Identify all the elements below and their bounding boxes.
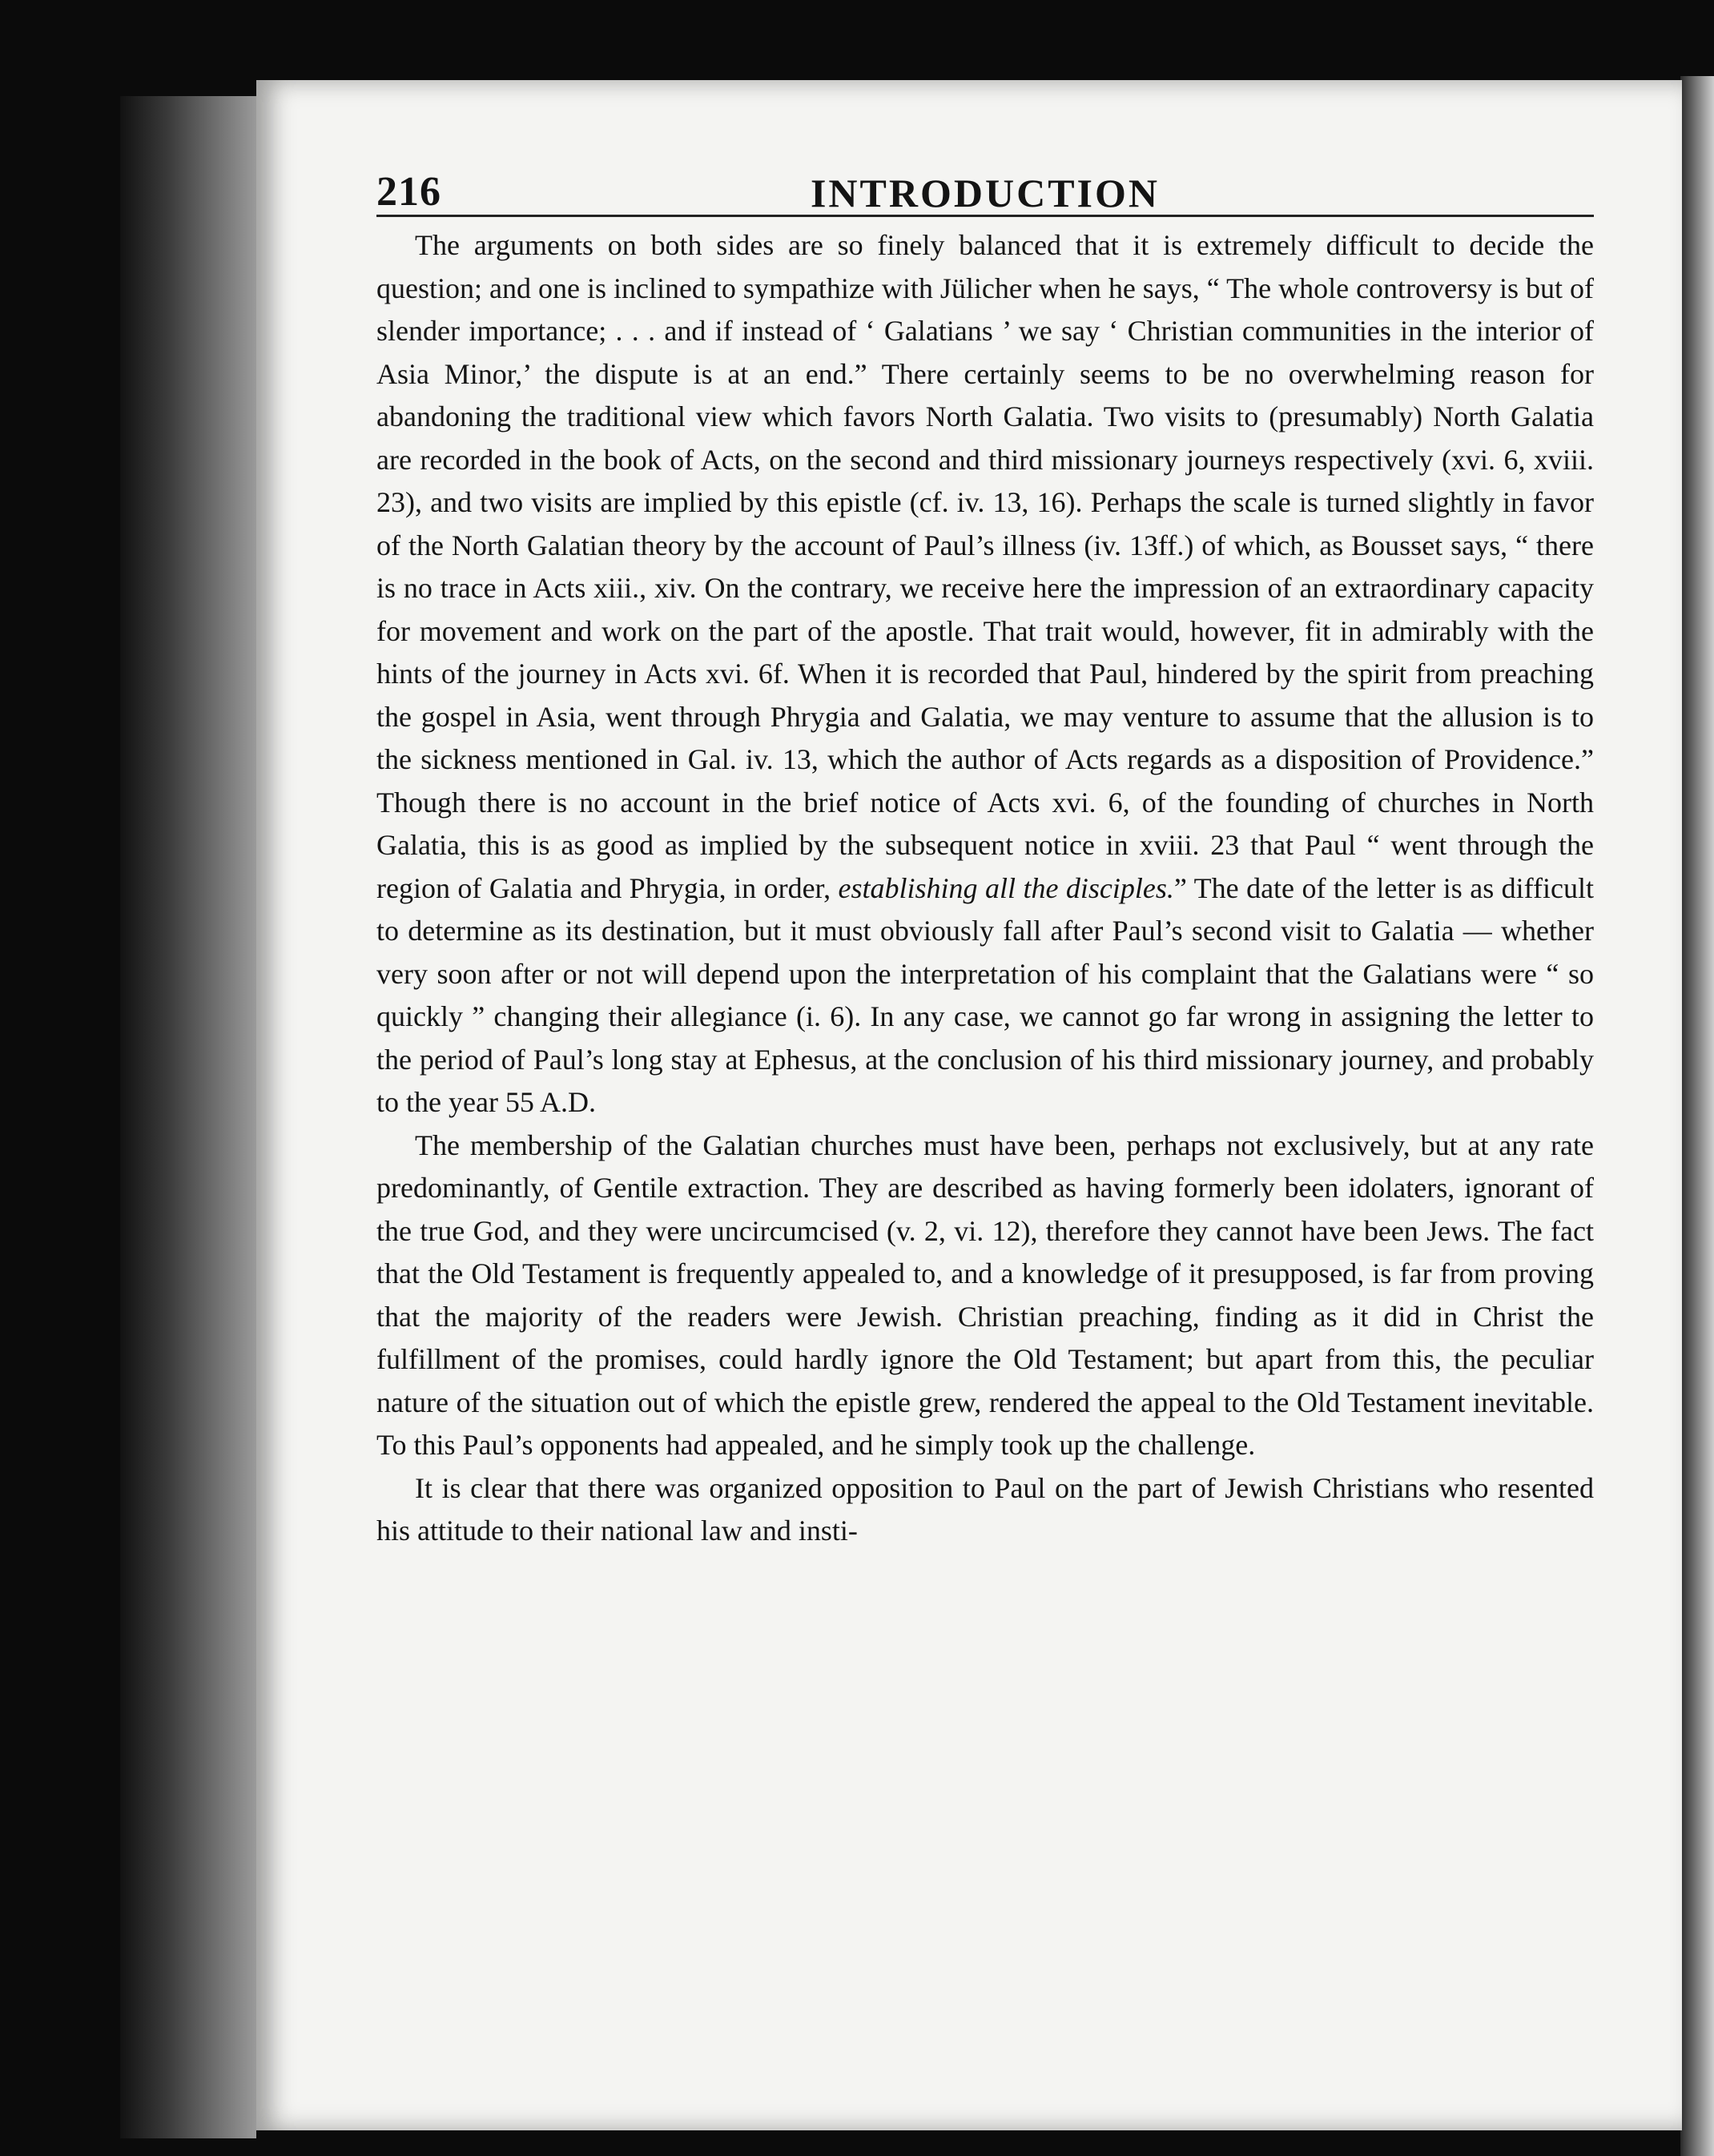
paragraph-1-text: The arguments on both sides are so finely balanced that it is extremely difficult to decide the question; and one is inclined to sympathize with Jülicher when he says, “ The whole controversy is but of slender importance; . . . and if instead of ‘ Galatians ’ we say ‘ Christian communities in the interior of Asia Minor,’ the dispute is at an end.” There certainly seems to be no overwhelming reason for abandoning the traditional view which favors North Galatia. Two visits to (presumably) North Galatia are recorded in the book of Acts, on the second and third missionary journeys respectively (xvi. 6, xviii. 23), and two visits are implied by this epistle (cf. iv. 13, 16). Perhaps the scale is turned slightly in favor of the North Galatian theory by the account of Paul’s illness (iv. 13ff.) of which, as Bousset says, “ there is no trace in Acts xiii., xiv. On the contrary, we receive here the impression of an extraordinary capacity for movement and work on the part of the apostle. That trait would, however, fit in admirably with the hints of the journey in Acts xvi. 6f. When it is recorded that Paul, hindered by the spirit from preaching the gospel in Asia, went through Phrygia and Galatia, we may venture to assume that the allusion is to the sickness mentioned in Gal. iv. 13, which the author of Acts regards as a disposition of Providence.” Though there is no account in the brief notice of Acts xvi. 6, of the founding of churches in North Galatia, this is as good as implied by the subsequent notice in xviii. 23 that Paul “ went through the region of Galatia and Phrygia, in order,: [376, 229, 1595, 904]
body-text: [376, 224, 1594, 1553]
paragraph-1-italic-quote: establishing all the disciples.: [838, 871, 1174, 904]
book-page: [256, 80, 1682, 2130]
header-rule: [376, 215, 1594, 217]
page-header: [376, 136, 1594, 224]
running-head: INTRODUCTION: [810, 171, 1161, 215]
facing-page-edge: [1680, 76, 1714, 2156]
paragraph-2: The membership of the Galatian churches must have been, perhaps not exclusively, but at any rate predominantly, of Gentile extraction. They are described as having formerly been idolaters, ignorant of the true God, and they were uncircumcised (v. 2, vi. 12), therefore they cannot have been Jews. The fact that the Old Testament is frequently appealed to, and a knowledge of it presupposed, is far from proving that the majority of the readers were Jewish. Christian preaching, finding as it did in Christ the fulfillment of the promises, could hardly ignore the Old Testament; but apart from this, the peculiar nature of the situation out of which the epistle grew, rendered the appeal to the Old Testament inevitable. To this Paul’s opponents had appealed, and he simply took up the challenge.: [376, 1128, 1594, 1461]
page-number: 216: [376, 169, 441, 215]
paragraph-1-text-continued: ” The date of the letter is as difficult to determine as its destination, but it must obviously fall after Paul’s second visit to Galatia — whether very soon after or not will depend upon the interpretation of his complaint that the Galatians were “ so quickly ” changing their allegiance (i. 6). In any case, we cannot go far wrong in assigning the letter to the period of Paul’s long stay at Ephesus, at the conclusion of his third missionary journey, and probably to the year 55 A.D.: [376, 871, 1594, 1118]
paragraph-1: [376, 224, 1594, 1124]
paragraph-3: It is clear that there was organized opposition to Paul on the part of Jewish Christians who resented his attitude to their national law and insti-: [376, 1471, 1594, 1547]
book-spine-edge: [120, 96, 256, 2138]
